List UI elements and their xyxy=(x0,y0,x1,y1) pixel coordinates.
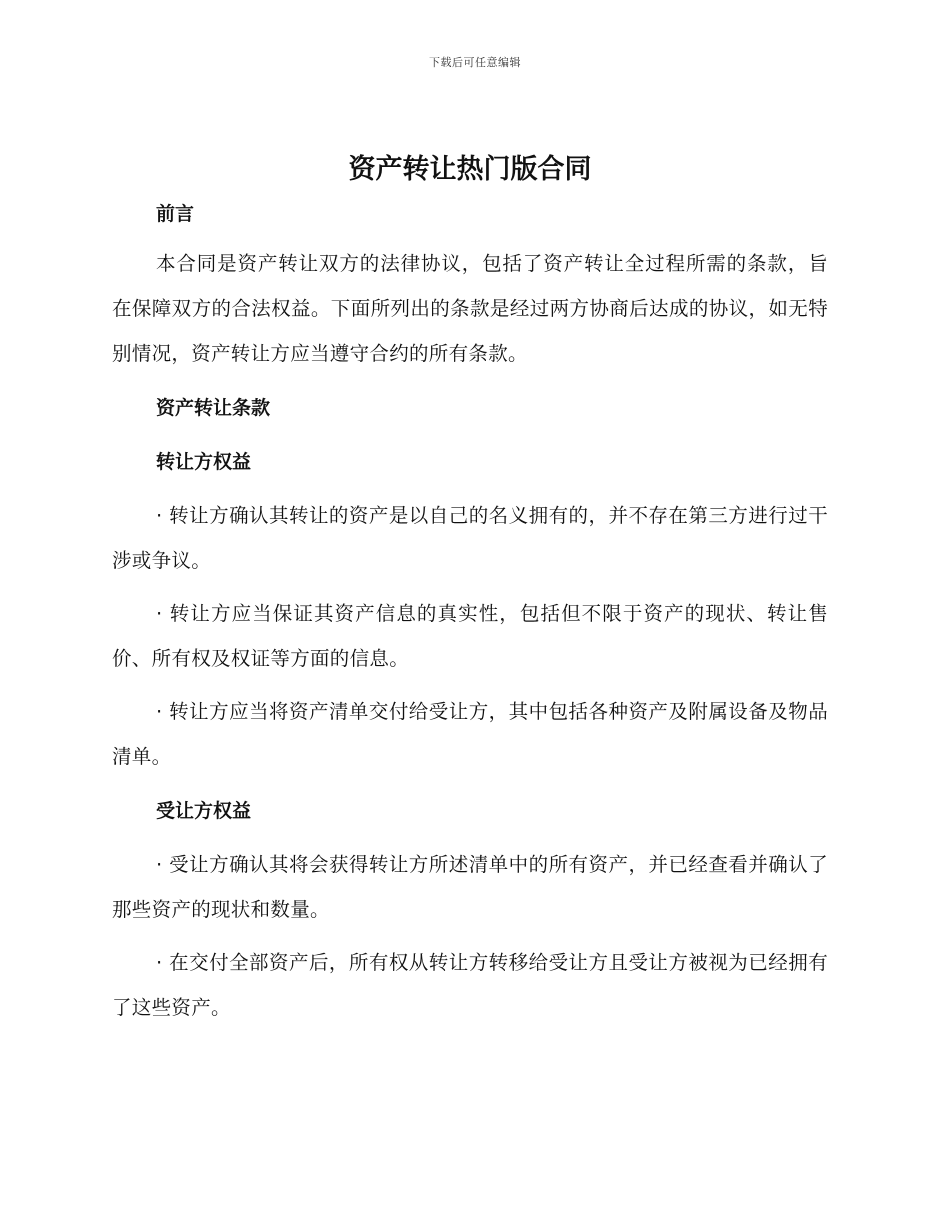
transferor-item: · 转让方确认其转让的资产是以自己的名义拥有的，并不存在第三方进行过干涉或争议。 xyxy=(112,504,828,572)
transferee-item: · 在交付全部资产后，所有权从转让方转移给受让方且受让方被视为已经拥有了这些资产。 xyxy=(112,951,828,1019)
preface-heading: 前言 xyxy=(156,203,195,225)
transferor-item: · 转让方应当将资产清单交付给受让方，其中包括各种资产及附属设备及物品清单。 xyxy=(112,700,828,768)
transferor-item: · 转让方应当保证其资产信息的真实性，包括但不限于资产的现状、转让售价、所有权及权证等方面的信息。 xyxy=(112,602,828,670)
page-title: 资产转让热门版合同 xyxy=(348,154,592,185)
header-note: 下载后可任意编辑 xyxy=(429,56,521,69)
document-body xyxy=(112,150,828,1030)
terms-heading: 资产转让条款 xyxy=(156,397,271,419)
preface-paragraph: 本合同是资产转让双方的法律协议，包括了资产转让全过程所需的条款，旨在保障双方的合法权益。下面所列出的条款是经过两方协商后达成的协议，如无特别情况，资产转让方应当遵守合约的所有条款。 xyxy=(112,252,828,365)
transferor-heading: 转让方权益 xyxy=(156,451,252,473)
transferee-item: · 受让方确认其将会获得转让方所述清单中的所有资产，并已经查看并确认了那些资产的现状和数量。 xyxy=(112,853,828,921)
transferee-heading: 受让方权益 xyxy=(156,800,252,822)
